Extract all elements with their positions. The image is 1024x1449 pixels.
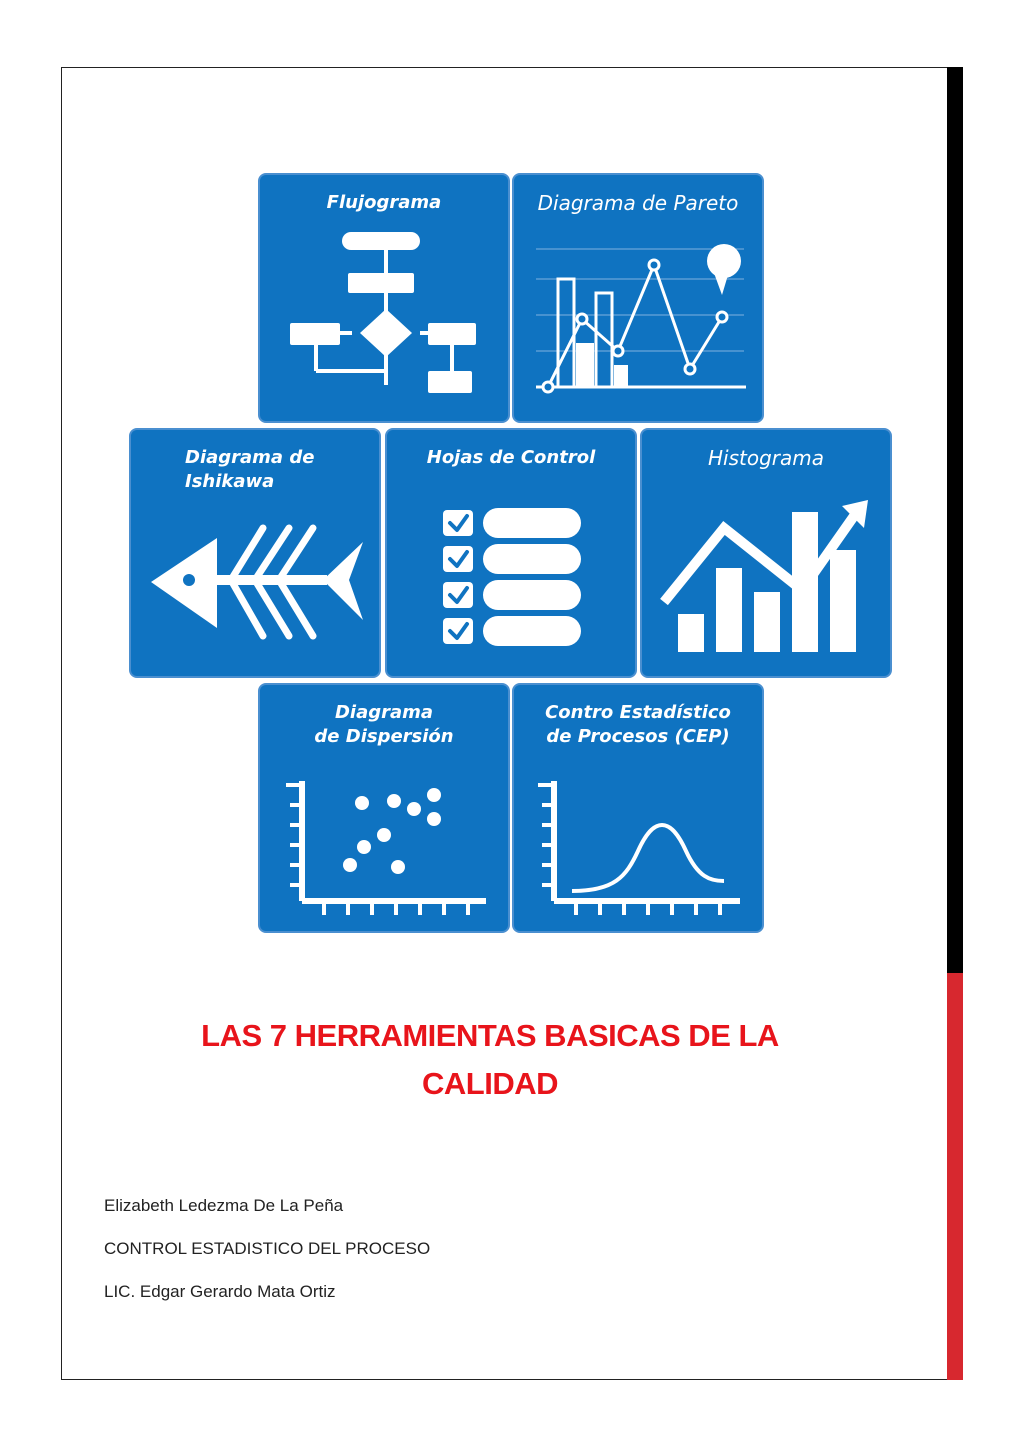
tile-pareto xyxy=(512,173,764,423)
tile-title-pareto: Diagrama de Pareto xyxy=(537,191,739,215)
tile-title-dispersion: Diagrama de Dispersión xyxy=(314,702,454,747)
bell-curve-icon xyxy=(514,685,764,933)
tile-title-hojas: Hojas de Control xyxy=(426,447,596,468)
tile-title-histograma: Histograma xyxy=(707,446,824,470)
tile-cep xyxy=(512,683,764,933)
histogram-icon xyxy=(642,430,892,678)
side-bar-black xyxy=(947,67,963,973)
flowchart-icon xyxy=(260,175,510,423)
tile-histograma xyxy=(640,428,892,678)
tile-title-ishikawa: Diagrama de Ishikawa xyxy=(185,447,315,492)
document-title-line2: CALIDAD xyxy=(422,1066,558,1101)
tile-title-flujograma: Flujograma xyxy=(326,192,442,213)
tile-hojas-control xyxy=(385,428,637,678)
author-name: Elizabeth Ledezma De La Peña xyxy=(104,1196,344,1215)
course-name: CONTROL ESTADISTICO DEL PROCESO xyxy=(104,1239,431,1258)
scatter-icon xyxy=(260,685,510,933)
tile-flujograma xyxy=(258,173,510,423)
tile-ishikawa xyxy=(129,428,381,678)
document-title xyxy=(100,1012,880,1108)
side-bar-red xyxy=(947,973,963,1380)
teacher-name: LIC. Edgar Gerardo Mata Ortiz xyxy=(104,1282,336,1301)
document-title-line1: LAS 7 HERRAMIENTAS BASICAS DE LA xyxy=(201,1018,779,1053)
tile-dispersion xyxy=(258,683,510,933)
fishbone-icon xyxy=(131,430,381,678)
checklist-icon xyxy=(387,430,637,678)
pareto-icon xyxy=(514,175,764,423)
tile-title-cep: Contro Estadístico de Procesos (CEP) xyxy=(545,702,731,747)
